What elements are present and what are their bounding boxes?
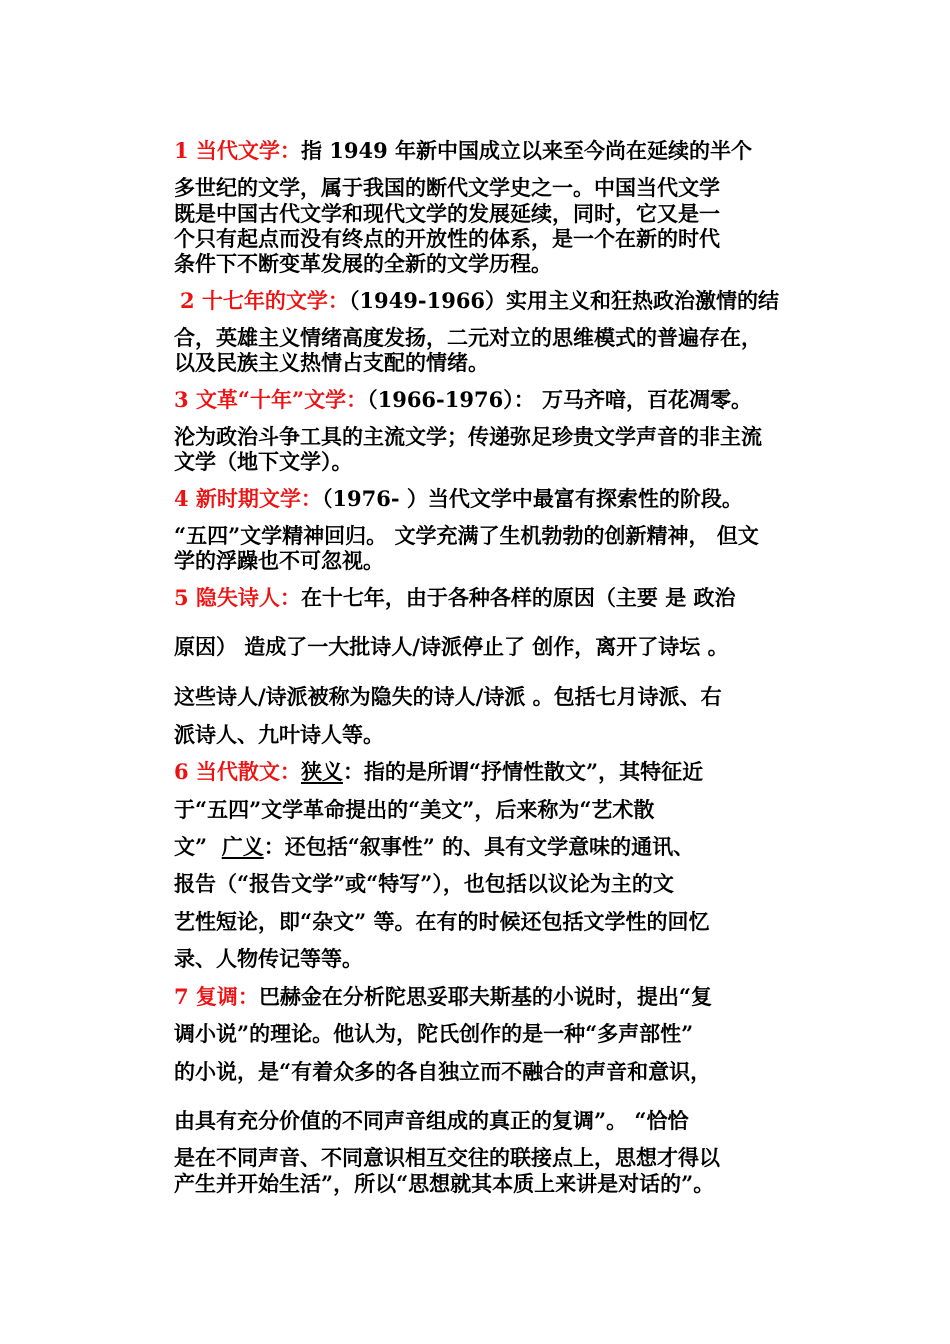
entry-7-line-5: 是在不同声音、不同意识相互交往的联接点上，思想才得以 (174, 1145, 720, 1170)
entry-6-line-3: 文” 广义：还包括“叙事性” 的、具有文学意味的通讯、 (174, 834, 695, 859)
entry-2-term: 2 十七年的文学： (180, 288, 349, 313)
entry-5-term: 5 隐失诗人： (174, 585, 301, 610)
entry-2-line-1: 2 十七年的文学：（1949-1966）实用主义和狂热政治激情的结 (180, 288, 780, 313)
entry-4-line-2: “五四”文学精神回归。 文学充满了生机勃勃的创新精神， 但文 (174, 523, 759, 548)
broad-sense-label: 广义 (221, 834, 264, 859)
entry-2-line-2: 合，英雄主义情绪高度发扬，二元对立的思维模式的普遍存在， (174, 325, 762, 350)
entry-7-line-1: 7 复调：巴赫金在分析陀思妥耶夫斯基的小说时，提出“复 (174, 984, 713, 1009)
entry-3-line-2: 沦为政治斗争工具的主流文学；传递弥足珍贵文学声音的非主流 (174, 424, 762, 449)
entry-1-line-4: 个只有起点而没有终点的开放性的体系，是一个在新的时代 (174, 226, 720, 251)
entry-6-line-5: 艺性短论，即“杂文” 等。在有的时候还包括文学性的回忆 (174, 909, 710, 934)
entry-4-term: 4 新时期文学： (174, 486, 322, 511)
entry-5-line-3: 这些诗人/诗派被称为隐失的诗人/诗派 。包括七月诗派、右 (174, 684, 722, 709)
entry-7-line-4: 由具有充分价值的不同声音组成的真正的复调”。 “恰恰 (174, 1108, 689, 1133)
entry-2-line-3: 以及民族主义热情占支配的情绪。 (174, 350, 489, 375)
entry-6-term: 6 当代散文： (174, 759, 301, 784)
entry-3-line-1: 3 文革“十年”文学：（1966-1976）： 万马齐喑，百花凋零。 (174, 387, 753, 412)
entry-1-term: 1 当代文学： (174, 138, 301, 163)
entry-1-line-3: 既是中国古代文学和现代文学的发展延续，同时，它又是一 (174, 201, 720, 226)
entry-5-line-1: 5 隐失诗人：在十七年，由于各种各样的原因（主要 是 政治 (174, 585, 736, 610)
entry-4-line-3: 学的浮躁也不可忽视。 (174, 548, 384, 573)
entry-5-line-2: 原因） 造成了一大批诗人/诗派停止了 创作，离开了诗坛 。 (174, 634, 729, 659)
entry-1-line-1: 1 当代文学：指 1949 年新中国成立以来至今尚在延续的半个 (174, 138, 753, 163)
entry-3-term: 3 文革“十年”文学： (174, 387, 368, 412)
entry-6-line-4: 报告（“报告文学”或“特写”），也包括以议论为主的文 (174, 871, 674, 896)
entry-7-line-2: 调小说”的理论。他认为，陀氏创作的是一种“多声部性” (174, 1021, 694, 1046)
narrow-sense-label: 狭义 (300, 759, 343, 784)
entry-3-line-3: 文学（地下文学）。 (174, 449, 353, 474)
entry-6-line-6: 录、人物传记等等。 (174, 946, 363, 971)
entry-6-line-2: 于“五四”文学革命提出的“美文”，后来称为“艺术散 (174, 797, 655, 822)
entry-7-line-6: 产生并开始生活”，所以“思想就其本质上来讲是对话的”。 (174, 1171, 715, 1196)
entry-7-line-3: 的小说，是“有着众多的各自独立而不融合的声音和意识， (174, 1059, 712, 1084)
entry-6-line-1: 6 当代散文：狭义：指的是所谓“抒情性散文”，其特征近 (174, 759, 704, 784)
entry-5-line-4: 派诗人、九叶诗人等。 (174, 722, 384, 747)
entry-4-line-1: 4 新时期文学：（1976- ）当代文学中最富有探索性的阶段。 (174, 486, 743, 511)
entry-7-term: 7 复调： (174, 984, 259, 1009)
entry-1-line-5: 条件下不断变革发展的全新的文学历程。 (174, 251, 552, 276)
entry-1-line-2: 多世纪的文学，属于我国的断代文学史之一。中国当代文学 (174, 175, 720, 200)
